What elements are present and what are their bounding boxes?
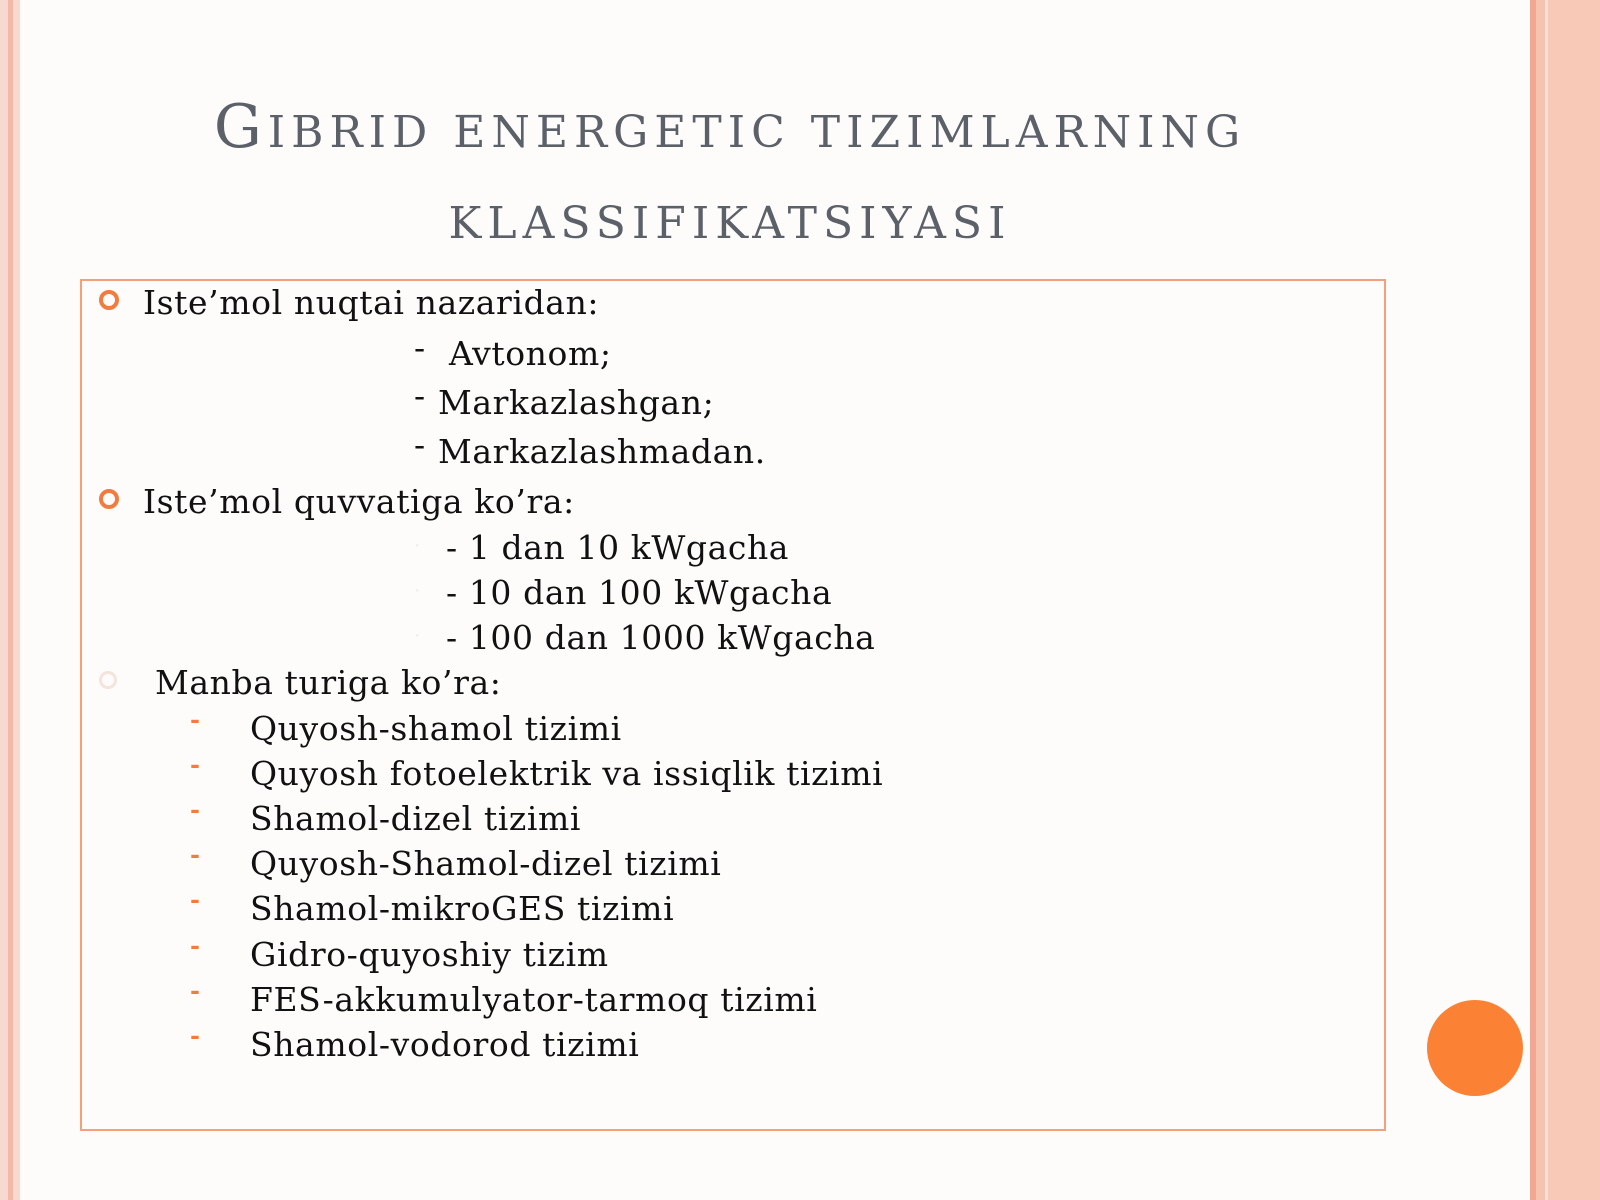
bullet-ring-icon: [99, 489, 119, 509]
section-heading-power: Iste’mol quvvatiga ko’ra:: [143, 482, 575, 521]
orange-dash-marker: -: [190, 705, 200, 734]
title-line-1-text: IBRID ENERGETIC TIZIMLARNING: [267, 107, 1247, 158]
bullet-ring-faint-icon: [99, 671, 117, 689]
title-line-2: KLASSIFIKATSIYASI: [448, 198, 1012, 249]
right-decorative-line: [1530, 0, 1536, 1200]
list-item: Quyosh fotoelektrik va issiqlik tizimi: [250, 754, 884, 793]
list-item: Markazlashgan;: [438, 383, 715, 422]
orange-dash-marker: -: [190, 885, 200, 914]
list-item: Markazlashmadan.: [438, 432, 766, 471]
list-item: FES-akkumulyator-tarmoq tizimi: [250, 980, 818, 1019]
faint-marker-icon: ·: [414, 623, 421, 647]
list-item: Quyosh-Shamol-dizel tizimi: [250, 844, 722, 883]
dash-marker: -: [414, 328, 426, 367]
orange-circle-decoration: [1427, 1000, 1523, 1096]
faint-marker-icon: ·: [414, 533, 421, 557]
right-decorative-highlight: [1545, 0, 1548, 1200]
list-item: - 100 dan 1000 kWgacha: [446, 618, 876, 657]
title-line-1: [180, 86, 1280, 183]
list-item: - 1 dan 10 kWgacha: [446, 528, 790, 567]
section-heading-consumption: Iste’mol nuqtai nazaridan:: [143, 283, 600, 322]
orange-dash-marker: -: [190, 931, 200, 960]
orange-dash-marker: -: [190, 750, 200, 779]
list-item: Quyosh-shamol tizimi: [250, 709, 622, 748]
faint-marker-icon: ·: [414, 578, 421, 602]
list-item: Gidro-quyoshiy tizim: [250, 935, 609, 974]
list-item: Shamol-mikroGES tizimi: [250, 889, 675, 928]
left-decorative-line: [8, 0, 13, 1200]
orange-dash-marker: -: [190, 1021, 200, 1050]
title-initial: G: [213, 92, 268, 162]
slide-title: [180, 86, 1280, 265]
list-item: Shamol-dizel tizimi: [250, 799, 582, 838]
orange-dash-marker: -: [190, 840, 200, 869]
section-heading-source: Manba turiga ko’ra:: [155, 663, 502, 702]
orange-dash-marker: -: [190, 976, 200, 1005]
list-item: Avtonom;: [449, 334, 612, 373]
orange-dash-marker: -: [190, 795, 200, 824]
dash-marker: -: [414, 425, 426, 464]
right-decorative-fill: [1548, 0, 1600, 1200]
dash-marker: -: [414, 376, 426, 415]
list-item: Shamol-vodorod tizimi: [250, 1025, 640, 1064]
list-item: - 10 dan 100 kWgacha: [446, 573, 833, 612]
bullet-ring-icon: [99, 290, 119, 310]
